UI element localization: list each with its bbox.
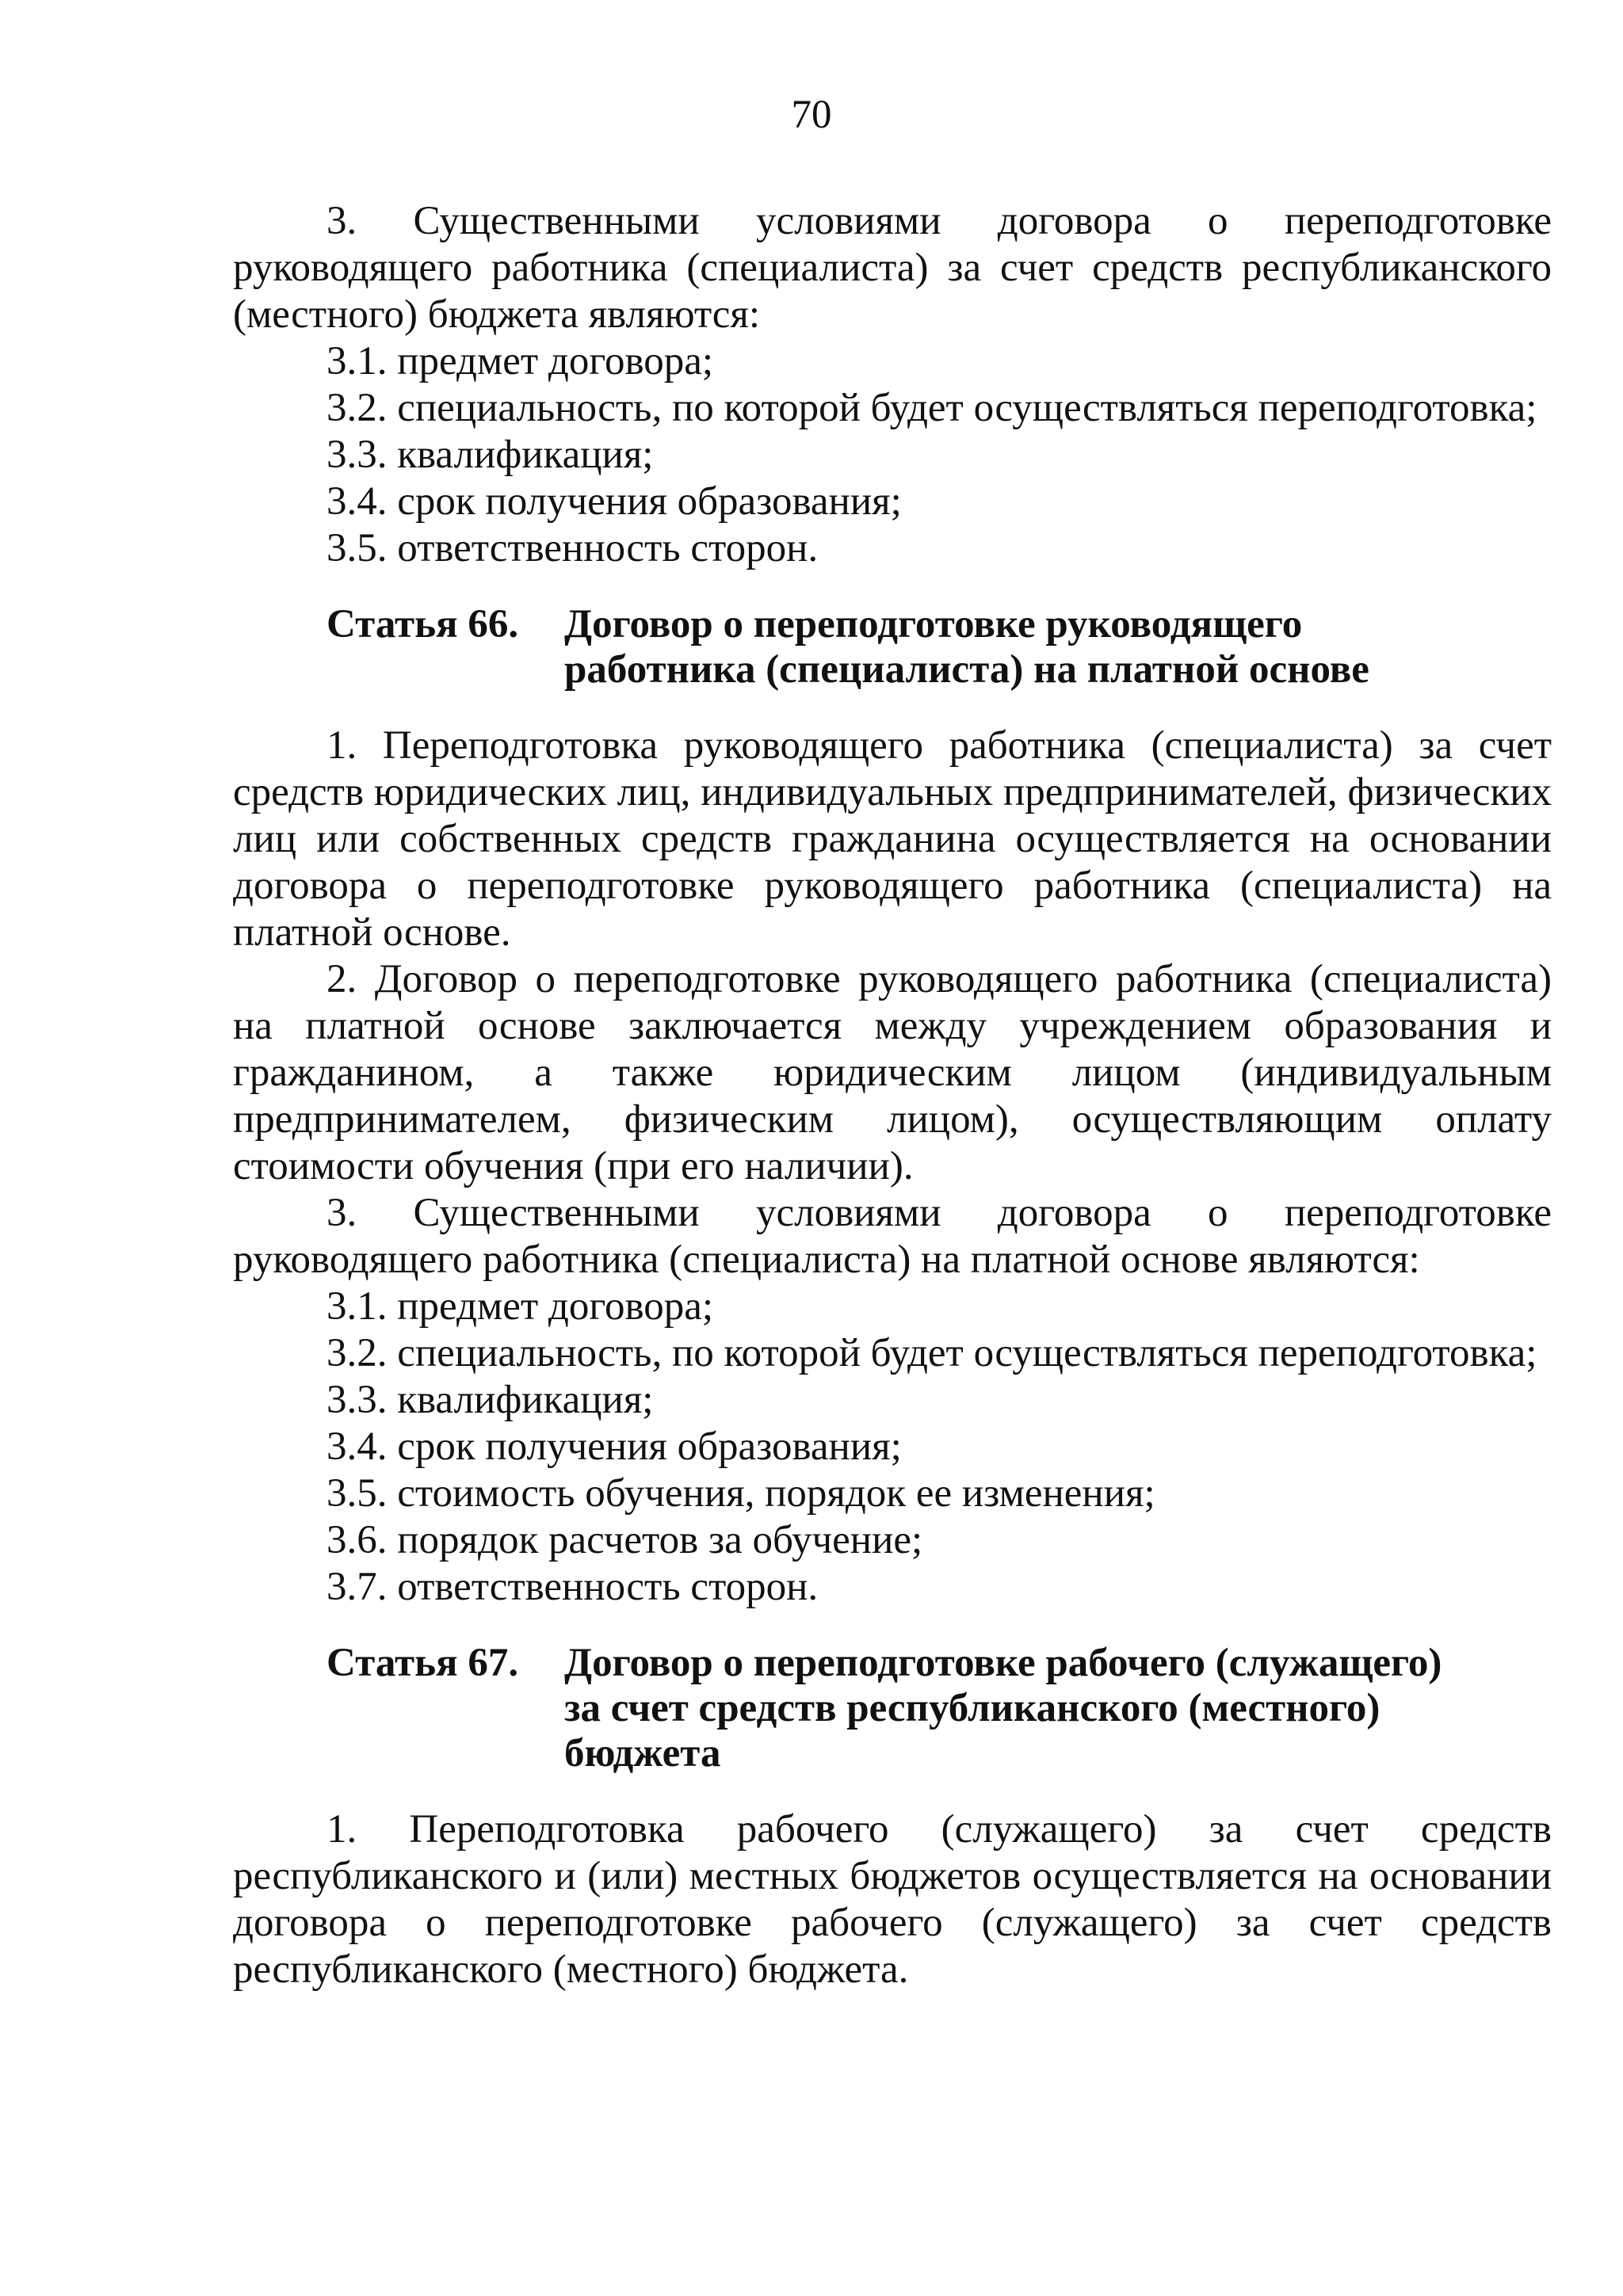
article-66-body [233, 723, 1552, 1611]
paragraph: 1. Переподготовка рабочего (служащего) за счет средств республиканского и (или) местных бюджетов осуществляется на основании договора о переподготовке рабочего (служащего) за счет средств республиканского (местного) бюджета. [233, 1807, 1552, 1992]
list-item: 3.3. квалификация; [327, 433, 654, 477]
list-item: 3.1. предмет договора; [327, 1284, 714, 1329]
list-item: 3.7. ответственность сторон. [327, 1565, 819, 1609]
list-item: 3.5. стоимость обучения, порядок ее изменения; [327, 1471, 1155, 1516]
list-item: 3.2. специальность, по которой будет осуществляться переподготовка; [327, 386, 1537, 430]
article-67-body [233, 1806, 1552, 1993]
list-item: 3.4. срок получения образования; [327, 1425, 902, 1469]
list-item: 3.6. порядок расчетов за обучение; [327, 1518, 923, 1562]
document-body [233, 195, 1552, 1993]
paragraph: 1. Переподготовка руководящего работника (специалиста) за счет средств юридических лиц, индивидуальных предпринимателей, физических лиц или собственных средств гражданина осуществляется на основании договора о переподготовке руководящего работника (специалиста) на платной основе. [233, 723, 1552, 955]
article-number: Статья 66. [327, 602, 519, 646]
list-item: 3.3. квалификация; [327, 1378, 654, 1422]
list-item: 3.5. ответственность сторон. [327, 526, 819, 570]
paragraph: 3. Существенными условиями договора о переподготовке руководящего работника (специалиста) на платной основе являются: [233, 1191, 1552, 1282]
article-number: Статья 67. [327, 1641, 519, 1685]
article-66-heading [233, 602, 1552, 692]
list-item: 3.1. предмет договора; [327, 339, 714, 383]
page-number: 70 [791, 93, 832, 137]
article-title: Договор о переподготовке руководящего работника (специалиста) на платной основе [564, 602, 1369, 692]
paragraph: 2. Договор о переподготовке руководящего работника (специалиста) на платной основе заключается между учреждением образования и гражданином, а также юридическим лицом (индивидуальным предпринимателем, физическим лицом), осуществляющим оплату стоимости обучения (при его наличии). [233, 957, 1552, 1188]
paragraph: 3. Существенными условиями договора о переподготовке руководящего работника (специалиста) за счет средств республиканского (местного) бюджета являются: [233, 199, 1552, 337]
article-67-heading [233, 1641, 1552, 1776]
section-continuation [233, 198, 1552, 572]
article-title: Договор о переподготовке рабочего (служащего) за счет средств республиканского (местного) бюджета [564, 1641, 1442, 1775]
list-item: 3.4. срок получения образования; [327, 479, 902, 524]
list-item: 3.2. специальность, по которой будет осуществляться переподготовка; [327, 1331, 1537, 1375]
